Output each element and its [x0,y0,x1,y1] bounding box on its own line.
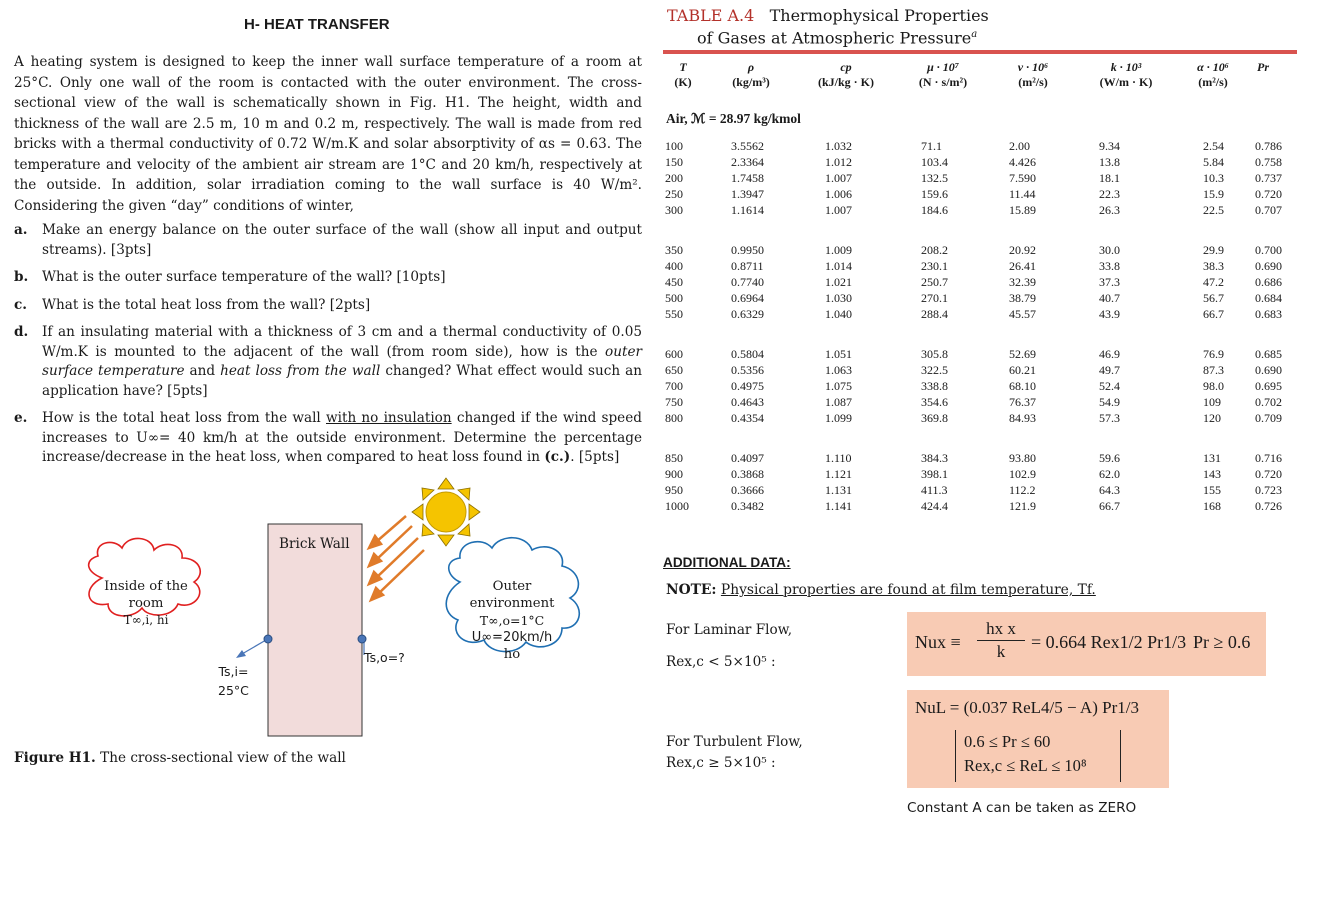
inside-cloud-text [96,578,196,629]
table-cell: 5.84 [1203,155,1224,169]
inside-line: room [128,596,164,611]
outside-line: Outer [492,579,532,594]
header-symbol: α · 10⁶ [1197,60,1229,74]
laminar-eq-cond: Pr ≥ 0.6 [1193,632,1251,652]
header-symbol: cp [840,60,852,74]
table-cell: 4.426 [1009,155,1036,169]
laminar-eq-den: k [996,642,1006,661]
table-cell: 112.2 [1009,483,1036,497]
table-cell: 0.709 [1255,411,1282,425]
wall-label: Brick Wall [279,536,350,552]
table-cell: 0.690 [1255,363,1282,377]
table-cell: 0.702 [1255,395,1282,409]
table-cell: 1.040 [825,307,852,321]
table-cell: 0.737 [1255,171,1282,185]
question-text: What is the total heat loss from the wall? [2pts] [42,296,371,313]
table-cell: 338.8 [921,379,948,393]
table-cell: 120 [1203,411,1221,425]
table-cell: 1.131 [825,483,852,497]
table-cell: 1.032 [825,139,852,153]
table-cell: 159.6 [921,187,948,201]
table-cell: 1.110 [825,451,852,465]
table-cell: 33.8 [1099,259,1120,273]
tsi-line: 25°C [218,683,249,698]
question-text-italic: heat loss from the wall [220,363,381,379]
table-cell: 0.4354 [731,411,764,425]
outside-cloud-text [452,578,572,663]
table-cell: 84.93 [1009,411,1036,425]
table-cell: 350 [665,243,683,257]
table-cell: 411.3 [921,483,948,497]
table-cell: 0.723 [1255,483,1282,497]
table-cell: 900 [665,467,683,481]
table-cell: 300 [665,203,683,217]
turbulent-range1: 0.6 ≤ Pr ≤ 60 [964,732,1051,751]
table-cell: 57.3 [1099,411,1120,425]
table-cell: 76.9 [1203,347,1224,361]
table-cell: 56.7 [1203,291,1224,305]
header-symbol: ρ [747,60,755,74]
table-cell: 1.3947 [731,187,764,201]
table-cell: 26.3 [1099,203,1120,217]
table-cell: 0.3482 [731,499,764,513]
constant-note: Constant A can be taken as ZERO [907,800,1137,816]
table-cell: 46.9 [1099,347,1120,361]
table-cell: 0.5804 [731,347,764,361]
table-title-line1: Thermophysical Properties [769,6,989,25]
table-cell: 52.4 [1099,379,1120,393]
section-title: H- HEAT TRANSFER [244,16,390,33]
note-label: NOTE: [666,582,717,598]
question-text-mid: changed if the wind speed increases to U∞= 40 km/h at the outside environment. Determine the percentage increase/decrease in the heat loss, when compared to heat loss found in [42,410,642,465]
header-unit: (K) [674,75,692,89]
table-cell: 850 [665,451,683,465]
table-cell: 322.5 [921,363,948,377]
table-cell: 18.1 [1099,171,1120,185]
additional-data-title: ADDITIONAL DATA: [663,555,791,570]
caption-text: The cross-sectional view of the wall [100,750,346,766]
figure-caption [14,750,346,766]
table-cell: 1.012 [825,155,852,169]
table-cell: 0.720 [1255,187,1282,201]
table-cell: 800 [665,411,683,425]
table-cell: 0.690 [1255,259,1282,273]
outside-line: ho [503,647,521,662]
turbulent-range2: Rex,c ≤ ReL ≤ 10⁸ [964,756,1087,775]
table-cell: 100 [665,139,683,153]
table-cell: 29.9 [1203,243,1224,257]
table-cell: 64.3 [1099,483,1120,497]
question-text-mid: and [184,363,221,379]
header-symbol: k · 10³ [1110,60,1142,74]
inside-line: Inside of the [104,579,188,594]
table-cell: 0.6964 [731,291,764,305]
table-cell: 1.007 [825,171,852,185]
table-cell: 0.5356 [731,363,764,377]
question-b [14,268,642,288]
note-text: Physical properties are found at film temperature, Tf. [720,582,1096,598]
table-cell: 384.3 [921,451,948,465]
header-unit: (W/m · K) [1099,75,1153,89]
question-e [14,409,642,468]
table-cell: 3.5562 [731,139,764,153]
table-cell: 270.1 [921,291,948,305]
table-cell: 1.075 [825,379,852,393]
table-cell: 1.006 [825,187,852,201]
table-cell: 354.6 [921,395,948,409]
table-cell: 305.8 [921,347,948,361]
question-text-italic: outer surface temperature [42,343,642,379]
table-cell: 66.7 [1203,307,1224,321]
table-cell: 0.716 [1255,451,1282,465]
question-text-underline: with no insulation [326,410,452,426]
table-cell: 1.014 [825,259,852,273]
table-cell: 26.41 [1009,259,1036,273]
table-cell: 30.0 [1099,243,1120,257]
table-cell: 76.37 [1009,395,1036,409]
outside-line: environment [469,596,555,611]
table-cell: 0.720 [1255,467,1282,481]
table-cell: 15.9 [1203,187,1224,201]
table-cell: 250 [665,187,683,201]
table-cell: 0.4097 [731,451,764,465]
table-cell: 1.1614 [731,203,764,217]
table-cell: 0.758 [1255,155,1282,169]
table-cell: 59.6 [1099,451,1120,465]
table-title-line2: of Gases at Atmospheric Pressure [697,28,972,48]
table-cell: 37.3 [1099,275,1120,289]
inner-surface-marker [236,635,272,658]
question-text: What is the outer surface temperature of the wall? [10pts] [42,269,446,285]
table-cell: 950 [665,483,683,497]
table-cell: 2.3364 [731,155,764,169]
table-cell: 32.39 [1009,275,1036,289]
table-cell: 1.141 [825,499,852,513]
table-cell: 1.021 [825,275,852,289]
table-cell: 62.0 [1099,467,1120,481]
table-cell: 0.683 [1255,307,1282,321]
table-cell: 11.44 [1009,187,1036,201]
table-cell: 71.1 [921,139,942,153]
table-cell: 1.007 [825,203,852,217]
table-cell: 0.7740 [731,275,764,289]
question-text-pre: How is the total heat loss from the wall [42,410,326,426]
laminar-eq-rhs: = 0.664 Rex1/2 Pr1/3 [1031,632,1187,652]
table-cell: 184.6 [921,203,948,217]
table-body [663,0,1297,540]
table-cell: 2.54 [1203,139,1224,153]
table-cell: 0.6329 [731,307,764,321]
table-cell: 13.8 [1099,155,1120,169]
table-cell: 0.3666 [731,483,764,497]
table-cell: 132.5 [921,171,948,185]
question-label: a. [14,222,28,238]
table-number: TABLE A.4 [667,6,755,25]
question-label: e. [14,410,28,426]
table-cell: 398.1 [921,467,948,481]
table-cell: 40.7 [1099,291,1120,305]
header-symbol: T [679,60,687,74]
question-label: d. [14,324,29,340]
header-symbol: μ · 10⁷ [927,60,959,74]
table-cell: 1.121 [825,467,852,481]
question-label: c. [14,296,28,313]
table-cell: 650 [665,363,683,377]
note-line [666,582,1096,598]
table-cell: 550 [665,307,683,321]
turbulent-range-bracket [955,730,1121,782]
table-cell: 52.69 [1009,347,1036,361]
laminar-condition: Rex,c < 5×10⁵ : [666,654,776,670]
header-unit: (m²/s) [1198,75,1228,89]
table-cell: 1.063 [825,363,852,377]
table-cell: 155 [1203,483,1221,497]
question-list [14,221,642,468]
laminar-eq-fraction [977,618,1025,663]
table-cell: 450 [665,275,683,289]
question-text-post: . [5pts] [570,449,620,465]
table-cell: 168 [1203,499,1221,513]
sun-icon [412,478,480,546]
table-cell: 131 [1203,451,1221,465]
table-cell: 66.7 [1099,499,1120,513]
table-cell: 22.3 [1099,187,1120,201]
table-cell: 45.57 [1009,307,1036,321]
table-cell: 700 [665,379,683,393]
brick-wall [268,524,362,736]
table-cell: 1000 [665,499,689,513]
table-cell: 288.4 [921,307,948,321]
question-a [14,221,642,260]
problem-statement: A heating system is designed to keep the inner wall surface temperature of a room at 25°C. Only one wall of the room is contacted with the outer environment. The cross-sectional view of the wall is schematically shown in Fig. H1. The height, width and thickness of the wall are 2.5 m, 10 m and 0.2 m, respectively. The wall is made from red bricks with a thermal conductivity of 0.72 W/m.K and solar absorptivity of αs = 0.63. The temperature and velocity of the ambient air stream are 1°C and 20 km/h, respectively at the outside. In addition, solar irradiation coming to the wall surface is 40 W/m². Considering the given “day” conditions of winter, [14,54,642,214]
table-cell: 98.0 [1203,379,1224,393]
table-cell: 0.695 [1255,379,1282,393]
table-cell: 1.030 [825,291,852,305]
table-cell: 87.3 [1203,363,1224,377]
table-cell: 750 [665,395,683,409]
table-cell: 369.8 [921,411,948,425]
question-c [14,296,642,316]
table-subheading: Air, ℳ = 28.97 kg/kmol [666,111,801,126]
table-cell: 0.685 [1255,347,1282,361]
table-cell: 0.4643 [731,395,764,409]
table-cell: 1.009 [825,243,852,257]
laminar-eq-lhs: Nux ≡ [915,632,961,652]
table-cell: 0.786 [1255,139,1282,153]
turbulent-eq: NuL = (0.037 ReL4/5 − A) Pr1/3 [915,698,1139,717]
table-cell: 2.00 [1009,139,1030,153]
table-cell: 150 [665,155,683,169]
outside-line: U∞=20km/h [471,630,553,645]
caption-label: Figure H1. [14,750,96,766]
table-cell: 109 [1203,395,1221,409]
table-cell: 0.686 [1255,275,1282,289]
table-cell: 93.80 [1009,451,1036,465]
table-cell: 1.051 [825,347,852,361]
table-cell: 54.9 [1099,395,1120,409]
inside-line: T∞,i, hi [123,613,169,627]
table-cell: 22.5 [1203,203,1224,217]
table-cell: 0.4975 [731,379,764,393]
table-cell: 121.9 [1009,499,1036,513]
header-symbol: Pr [1257,60,1269,74]
table-cell: 600 [665,347,683,361]
header-unit: (kg/m³) [732,75,770,89]
problem-column [14,0,642,924]
question-text-pre: If an insulating material with a thickness of 3 cm and a thermal conductivity of 0.05 W/m.K is mounted to the adjacent of the wall (from room side), how is the [42,324,642,360]
table-cell: 0.8711 [731,259,764,273]
table-cell: 208.2 [921,243,948,257]
table-cell: 0.700 [1255,243,1282,257]
table-cell: 103.4 [921,155,948,169]
turbulent-label: For Turbulent Flow, [666,734,803,750]
table-cell: 500 [665,291,683,305]
table-cell: 7.590 [1009,171,1036,185]
table-cell: 200 [665,171,683,185]
table-cell: 230.1 [921,259,948,273]
table-cell: 250.7 [921,275,948,289]
table-title-note: a [971,29,978,40]
header-unit: (m²/s) [1018,75,1048,89]
table-cell: 60.21 [1009,363,1036,377]
table-cell: 0.726 [1255,499,1282,513]
laminar-eq-num: hx x [977,618,1025,641]
table-cell: 10.3 [1203,171,1224,185]
table-cell: 15.89 [1009,203,1036,217]
table-cell: 38.79 [1009,291,1036,305]
turbulent-equation-box [907,690,1169,788]
outer-temp-label: Ts,o=? [364,650,405,665]
table-cell: 424.4 [921,499,948,513]
turbulent-block [666,732,803,774]
tsi-line: Ts,i= [218,664,249,679]
header-symbol: ν · 10⁶ [1017,60,1049,74]
table-cell: 400 [665,259,683,273]
table-cell: 0.707 [1255,203,1282,217]
table-cell: 0.684 [1255,291,1282,305]
turbulent-condition: Rex,c ≥ 5×10⁵ : [666,755,776,771]
table-cell: 68.10 [1009,379,1036,393]
table-cell: 0.3868 [731,467,764,481]
table-cell: 43.9 [1099,307,1120,321]
laminar-label: For Laminar Flow, [666,622,793,638]
table-cell: 20.92 [1009,243,1036,257]
question-text: Make an energy balance on the outer surface of the wall (show all input and output streams). [3pts] [42,222,642,258]
table-cell: 47.2 [1203,275,1224,289]
laminar-block [666,620,792,673]
table-cell: 1.099 [825,411,852,425]
table-cell: 102.9 [1009,467,1036,481]
figure-h1 [14,470,654,790]
laminar-equation-box [907,612,1266,676]
table-cell: 1.087 [825,395,852,409]
question-d [14,323,642,401]
inner-temp-label [218,662,249,700]
table-cell: 49.7 [1099,363,1120,377]
question-label: b. [14,269,29,285]
table-cell: 9.34 [1099,139,1120,153]
table-cell: 38.3 [1203,259,1224,273]
question-text-bold: (c.) [544,449,571,465]
header-unit: (N · s/m²) [918,75,968,89]
solar-arrows [369,516,424,600]
table-cell: 1.7458 [731,171,764,185]
table-cell: 143 [1203,467,1221,481]
outside-line: T∞,o=1°C [479,613,545,628]
table-cell: 0.9950 [731,243,764,257]
header-unit: (kJ/kg · K) [817,75,874,89]
question-text-post: changed? What effect would such an application have? [5pts] [42,363,643,399]
